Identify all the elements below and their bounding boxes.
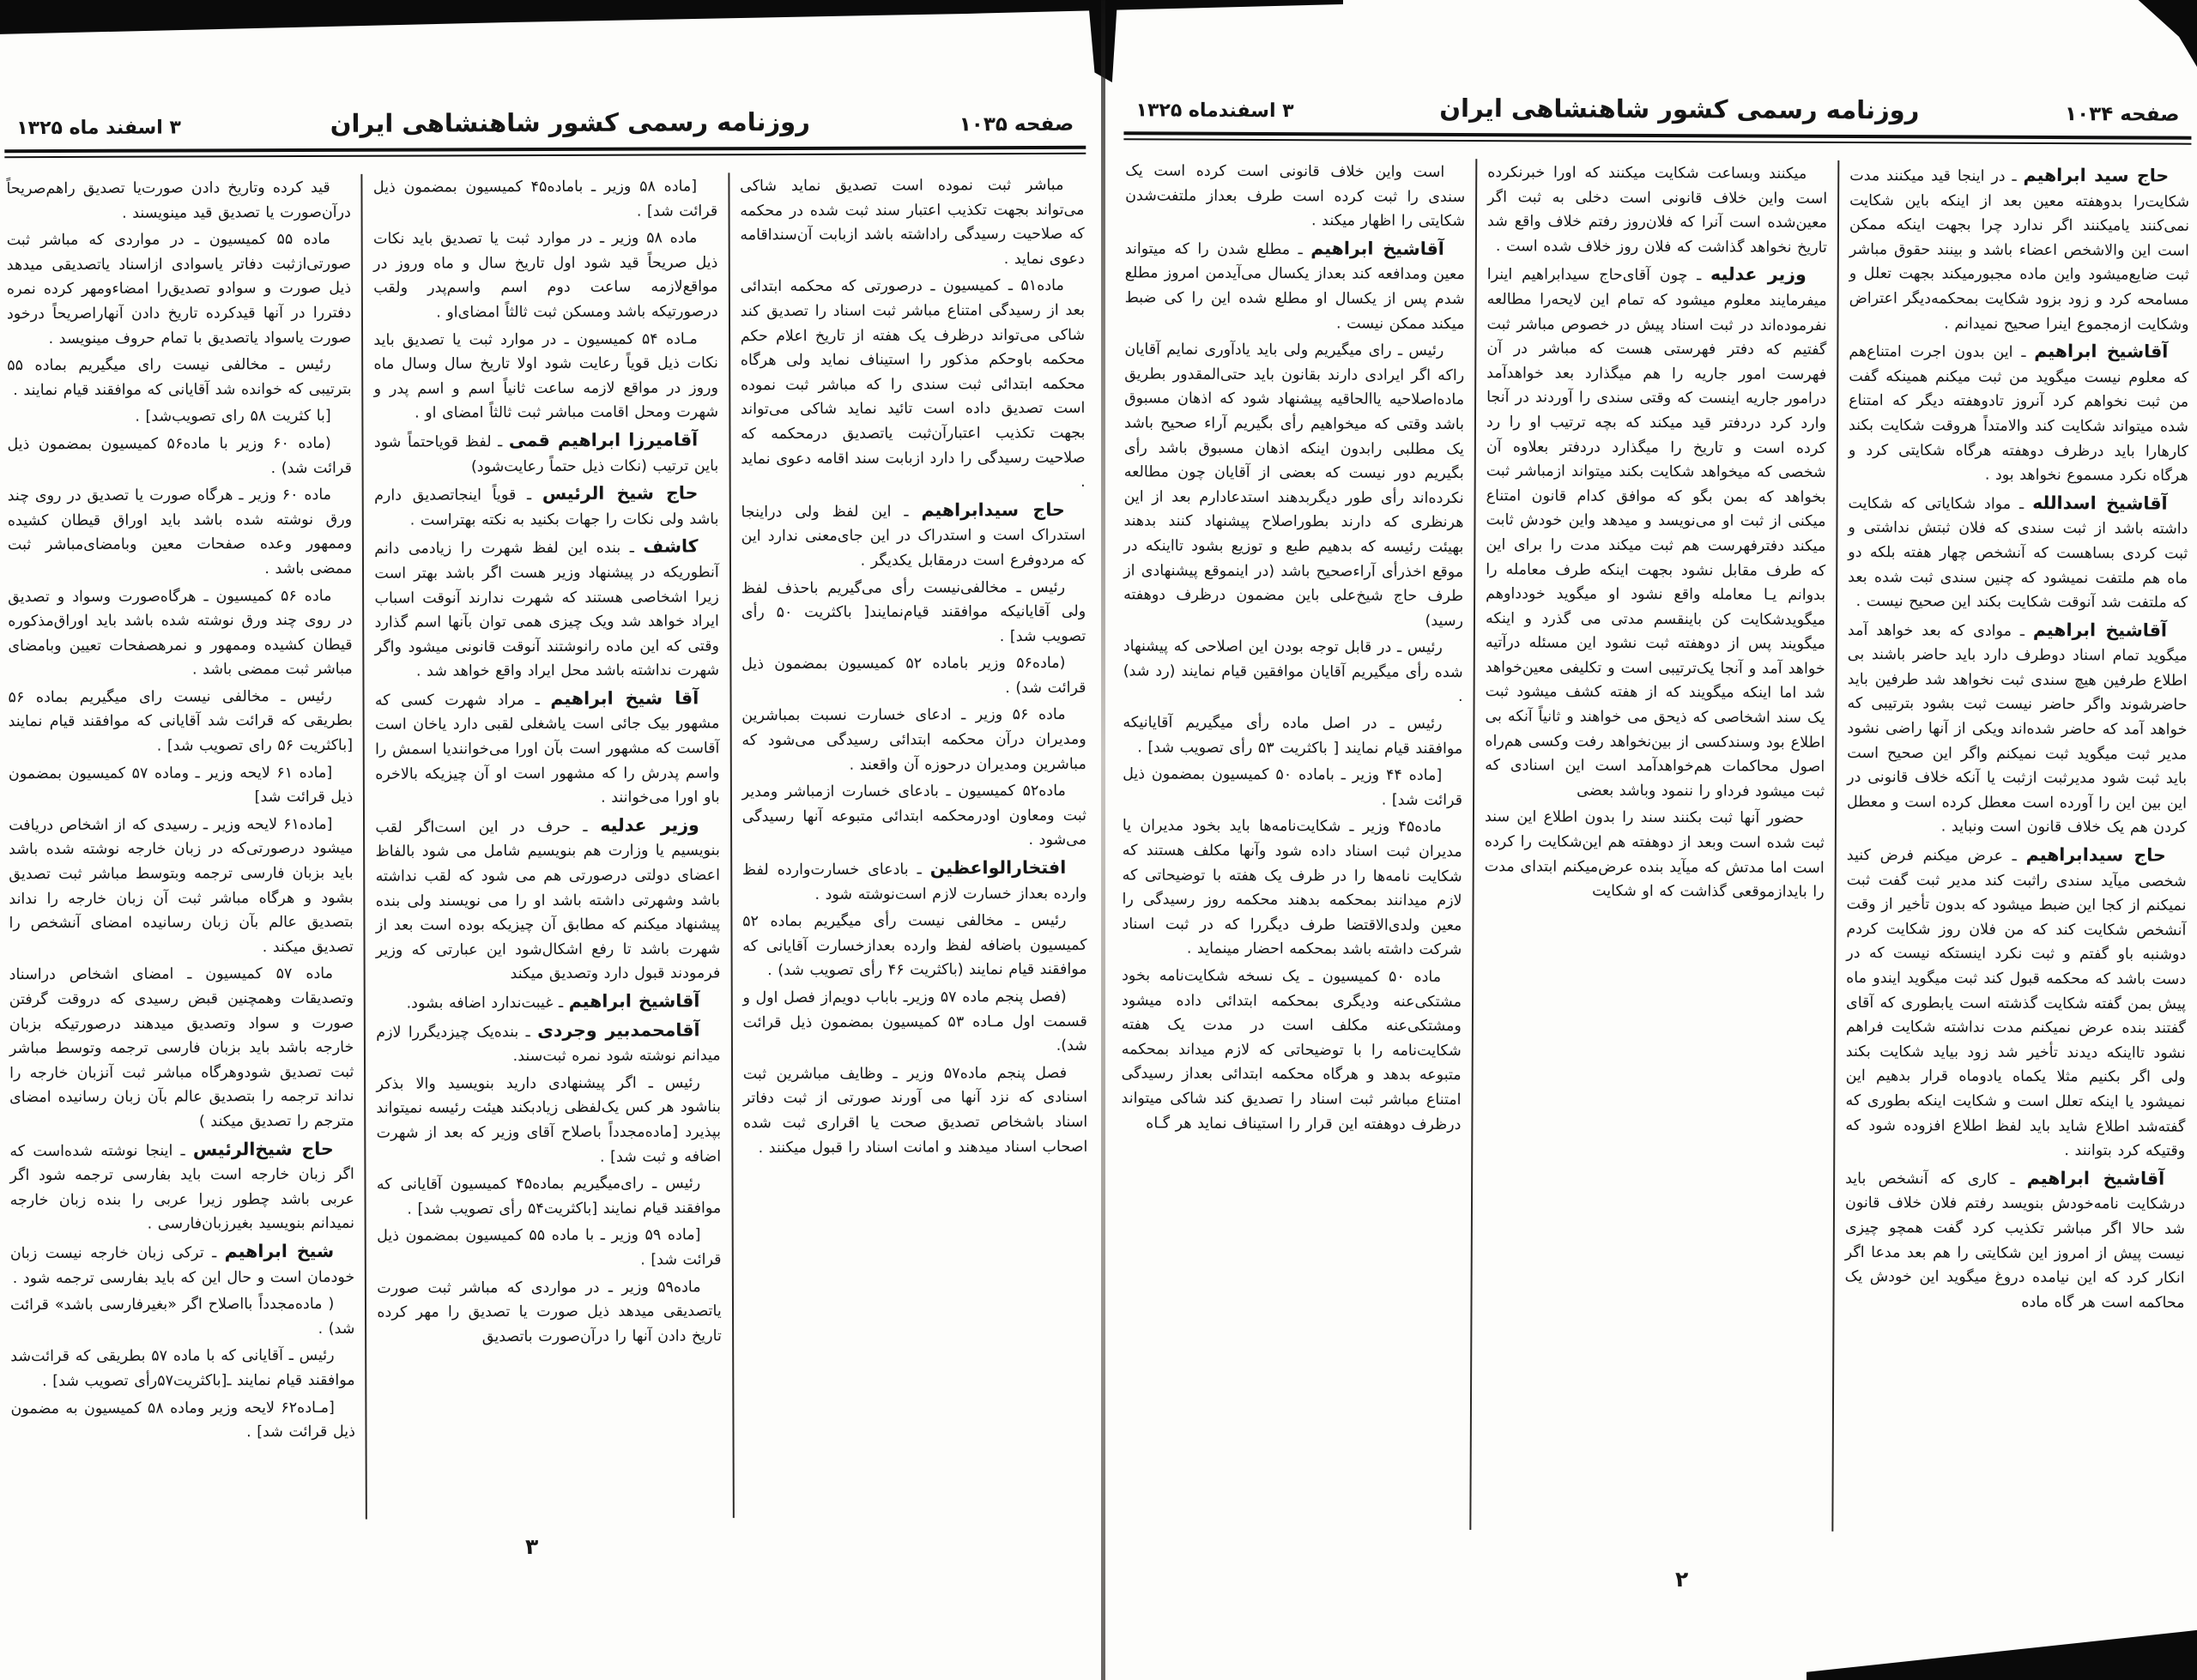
- speech-paragraph: وزیر عدلیه ـ چون آقای‌حاج سیدابراهیم اینرا میفرمایند معلوم میشود که تمام این لایحه‌را مطالعه نفرموده‌اند در ثبت اسناد پیش در خصوص مباشر ثبت گفتیم که دفتر فهرستی هست که مباشر در آن فهرست امور جاریه را هم میگذارد بعد خواهدآمد درامور جاریه اینست که وقتی سندی را آوردند در آنجا وارد کرد دردفتر قید میکند که بچه ترتیب او را رد کرده است و تاریخ را میگذارد دردفتر بعلاوه آن شخصی که میخواهد شکایت بکند میتواند ازمباشر ثبت بخواهد که بمن بگو که موافق کدام قانون امتناع میکنی از ثبت او می‌نویسد و میدهد واین خودش ثابت میکند دفترفهرست هم ثبت میکند مدت را برای این که طرف مقابل نشود بجهت اینکه طرف معامله را بدوانم یـا معامله واقع نشود او میگوید خودداوهم میگویدشکایت کن باینقسم مدتی می گذرد و اینکه میگویند پس از دوهفته ثبت نشود این مسئله درآتیه خواهد آمد و آنجا یک‌ترتیبی است و تکلیفی معین‌خواهد شد اما اینکه میگویند که از هفته کشف میشود ثبت یک سند اشخاصی که ذیحق می خواهند و ثانیاً آنکه بی اطلاع بود وسندکسی از بین‌نخواهد رفت وکسی هم‌راه اصول محاکمات هم‌خواهدآمد است این اسنادی که ثبت میشود فرداو را ننمود وباشد بعضی: [1485, 263, 1827, 801]
- gazette-page-1034: [1117, 92, 2191, 1532]
- body-paragraph: ماده۴۵ وزیر ـ شکایت‌نامه‌ها باید بخود مدیران یا مدیران ثبت اسناد داده شود وآنها مکلف هستند که شکایت نامه‌ها را در ظرف یک هفته با توضیحاتی که لازم میدانند بمحکمه بدهند محکمه روز رسیدگی را معین ولدی‌الاقتضا طرف دیگررا که در ثبت اسناد شرکت داشته باشد بمحکمه احضار مینماید .: [1122, 817, 1462, 959]
- masthead: [4, 106, 1086, 149]
- body-paragraph: میکنند وبساعت شکایت میکنند که اورا خبرنکرده است واین خلاف قانونی است دخلی به ثبت اگر معین‌شده است آنرا که فلان‌روز رفتم خلاف واقع شد تاریخ نخواهد گذاشت که فلان روز خلاف شده است .: [1486, 164, 1828, 257]
- body-paragraph: (ماده ۶۰ وزیر با ماده۵۶ کمیسیون بمضمون ذیل قرائت شد) .: [7, 434, 352, 477]
- body-paragraph: [با کثریت ۵۸ رای تصویب‌شد] .: [135, 408, 331, 426]
- speaker-name: آقامحمدبیر وجردی: [536, 1018, 700, 1041]
- body-paragraph: ماده ۵۸ وزیر ـ در موارد ثبت یا تصدیق باید نکات ذیل صریحاً قید شود اول تاریخ سال و ماه وروز در مواقع‌لازمه ساعت دوم اسم واسم‌پدر ولقب درصورتیکه باشد ومسکن ثبت ثالثاً امضای‌او .: [372, 229, 718, 322]
- body-paragraph: رئیس ـ مخالفی‌نیست رأی می‌گیریم باحذف لفظ ولی آقایانیکه موافقند قیام‌نمایند[ باکثریت ۵۰ رأی تصویب شد] .: [741, 578, 1086, 645]
- body-paragraph: رئیس ـ در قابل توجه بودن این اصلاحی که پیشنهاد شده رأی میگیریم آقایان موافقین قیام نمایند (رد شد) .: [1123, 638, 1463, 706]
- text-column: [738, 172, 1091, 1518]
- speech-paragraph: کاشف ـ بنده این لفظ شهرت را زیادمی دانم آنطوریکه در پیشنهاد وزیر هست اگر باشد بهتر است زیرا اشخاصی هستند که شهرت ندارند آنوقت اسباب ایراد خواهد شد ویک چیزی همی توان بآنها اسم گذارد وقتی که این ماده رانوشتند آنوقت قانونی میشود واگر شهرت نداشته باشد محل ایراد واقع خواهد شد .: [374, 535, 720, 680]
- body-paragraph: رئیس ـ مخالفی نیست رأی میگیریم بماده ۵۲ کمیسیون باضافه لفظ وارده بعدازخسارت آقایانی که موافقند قیام نمایند (باکثریت ۴۶ رأی تصویب شد) .: [742, 912, 1087, 980]
- speech-paragraph: حاج سیدابراهیم ـ عرض میکنم فرض کنید شخصی میآید سندی راثبت کند مدیر ثبت گفت ثبت نمیکنم از کجا این ضبط میشود که بدون تأخیر از وقت آنشخص شکایت کند که من فلان روز شکایت کردم دوشنبه باو گفتم و ثبت نکرد اینستکه نیست که در دست باشد که محکمه قبول کند ثبت میگوید ایندو ماه پیش بمن گفته شکایت گذشته است یابطوری که آقای گفتند بنده عرض نمیکنم مدت نداشته شکایت فراهم نشود تااینکه دیدند تأخیر شد زود بیاید شکایت بکند ولی اگر بکنیم مثلا یکماه یادوماه قرار بدهیم این نمیشود یا اینکه تعلل است و شکایت اینکه بطوری که گفته‌شد اطلاع شاید باید لفظ اطلاع افزوده شود که وقتیکه کرد بتوانند .: [1845, 843, 2187, 1160]
- body-paragraph: ماده ۵۰ کمیسیون ـ یک نسخه شکایت‌نامه بخود مشتکی‌عنه ودیگری بمحکمه ابتدائی داده میشود ومشتکی‌عنه مکلف است در مدت یک هفته شکایت‌نامه را با توضیحاتی که لازم میداند بمحکمه متبوعه بدهد و هرگاه محکمه ابتدائی بعداز رسیدگی امتناع مباشر ثبت اسناد را تصدیق کند شاکی میتواند درظرف دوهفته این قرار را استیناف نماید هر گـاه: [1121, 967, 1462, 1133]
- issue-date: ۳ اسفند ماه ۱۳۲۵: [16, 117, 181, 140]
- body-paragraph: است واین خلاف قانونی است کرده است یک سندی را ثبت کرده است طرف بعداز ملتفت‌شدن شکایتی را اظهار میکند .: [1125, 162, 1466, 231]
- text-column: [372, 172, 724, 1519]
- body-paragraph: ماده۵۱ ـ کمیسیون ـ درصورتی که محکمه ابتدائی بعد از رسیدگی امتناع مباشر ثبت اسناد را تصدیق کند شاکی می‌تواند درظرف یک هفته از تاریخ اعلام حکم محکمه باوحکم مذکور را استیناف نماید ولی هرگاه محکمه ابتدائی ثبت سندی را که مباشر ثبت نموده است تصدیق داده است تائید نماید شاکی می‌تواند بجهت تکذیب اعتبارآن‌ثبت یاتصدیق درمحکمه که صلاحیت رسیدگی را دارد ازبابت سند اقامه دعوی نماید .: [740, 277, 1086, 491]
- speaker-name: افتخارالواعظین: [929, 856, 1067, 879]
- page-fold-shadow: [1101, 0, 1105, 1680]
- gazette-page-1035: [4, 106, 1091, 1520]
- text-column: [1842, 160, 2191, 1533]
- body-paragraph: ماده۵۹ وزیر ـ در مواردی که مباشر ثبت صورت یاتصدیقی میدهد ذیل صورت یا تصدیق را مهر کرده تاریخ دادن آنها را درآن‌صورت باتصدیق: [377, 1278, 722, 1345]
- body-paragraph: رئیس ـ رای میگیریم ولی باید یادآوری نمایم آقایان راکه اگر ایرادی دارند بقانون باید حتی‌المقدور بطریق ماده‌اصلاحیه یاالحاقیه پیشنهاد شود که اذهان مسبوق باشد وقتی که میخواهیم رأی بگیریم آراء صحیح باشد یک مطلبی رابدون اینکه اذهان مسبوق باشد رأی بگیریم دور نیست که بعضی از آقایان چون مطالعه نکرده‌اند رأی طور دیگربدهند استدعادارم بعد از این هرنظری که دارند بطوراصلاح پیشنهاد کنند بدهند بهیئت رئیسه که بدهیم طبع و توزیع بشود تااینکه در موقع اخذرأی آراءصحیح باشد (در اینموقع پیشنهادی از طرف حاج شیخ‌علی باین مضمون درظرف دوهفته رسید): [1123, 341, 1465, 630]
- body-paragraph: قید کرده وتاریخ دادن صورت‌یا تصدیق راهم‌صریحاً درآن‌صورت یا تصدیق قید مینویسند .: [6, 178, 351, 222]
- body-paragraph: ماده ۵۶ وزیر ـ ادعای خسارت نسبت بمباشرین ومدیران درآن محکمه ابتدائی رسیدگی می‌شود که مباشرین ومدیران درحوزه آن واقعند .: [741, 706, 1086, 774]
- body-paragraph: رئیس ـ رای‌میگیریم بماده۴۵ کمیسیون آقایانی که موافقند قیام نمایند [باکثریت۵۴ رأی تصویب شد] .: [376, 1175, 722, 1218]
- speaker-name: کاشف: [643, 535, 699, 557]
- speaker-name: آقاشیخ ابراهیم: [568, 990, 700, 1012]
- body-paragraph: رئیس ـ مخالفی نیست رای میگیریم بماده ۵۶ بطریقی که قرائت شد آقایانی که موافقند قیام نمایند [باکثریت ۵۶ رای تصویب شد] .: [8, 687, 354, 755]
- speech-paragraph: آقاشیخ ابراهیم ـ این بدون اجرت امتناع‌هم که معلوم نیست میگوید من ثبت میکنم همینکه گفت من ثبت نخواهم کرد آنروز تادوهفته دیگر که امتناع شده میتواند شکایت کند والامتداً هروقت شکایت بکند کارهارا باید درظرف دوهفته هرگاه شکایتی کرد و هرگاه نکرد مسموع نخواهد بود .: [1848, 341, 2189, 485]
- body-paragraph: [ماده۶۱ لایحه وزیر ـ رسیدی که از اشخاص دریافت میشود درصورتی‌که در زبان خارجه نوشته شده باشد باید بزبان فارسی ترجمه وبتوسط مباشر ثبت تصدیق بشود و هرگاه مباشر ثبت آن زبان خارجه را نداند بتصدیق عالم بآن زبان رسانیده امضای آنشخص را تصدیق میکند .: [9, 815, 354, 956]
- body-paragraph: ماده ۶۰ وزیر ـ هرگاه صورت یا تصدیق در روی چند ورق نوشته شده باشد باید اوراق قیطان کشیده وممهور وعده صفحات معین وبامضای‌مباشر ثبت ممضی باشد .: [7, 486, 353, 578]
- speech-paragraph: حاج سیدابراهیم ـ این لفظ ولی دراینجا استدراک است و استدراک در این جای‌معنی ندارد این که مردوفرع است درمقابل یکدیگر .: [741, 499, 1086, 570]
- body-paragraph: [ماده ۶۱ لایحه وزیر ـ وماده ۵۷ کمیسیون بمضمون ذیل قرائت شد]: [8, 764, 354, 807]
- body-paragraph: فصل پنجم ماده۵۷ وزیر ـ وظایف مباشرین ثبت اسنادی که نزد آنها می آورند صورتی از ثبت دفاتر اسناد باشخاص تصدیق صحت یا اقراری ثبت شده اصحاب اسناد میدهند و امانت اسناد را قبول میکنند .: [742, 1064, 1088, 1157]
- scan-artifact-top-right-corner: [2115, 0, 2197, 67]
- folio-number: ۳: [525, 1534, 539, 1559]
- body-paragraph: ماده ۵۶ کمیسیون ـ هرگاه‌صورت وسواد و تصدیق در روی چند ورق نوشته شده باشد باید اوراق‌مذکوره قیطان کشیده وممهور و نمرهصفحات تعیین وبامضای مباشر ثبت ممضی باشد .: [8, 587, 353, 679]
- masthead: [1123, 92, 2191, 136]
- folio-number: ۲: [1675, 1567, 1689, 1592]
- speaker-name: حاج شیخ‌الرئیس: [192, 1138, 334, 1160]
- speaker-name: وزیر عدلیه: [600, 814, 699, 836]
- body-paragraph: رئیس ـ در اصل ماده رأی میگیریم آقایانیکه موافقند قیام نمایند [ باکثریت ۵۳ رأی تصویب شد] .: [1123, 714, 1463, 758]
- speech-paragraph: حاج سید ابراهیم ـ در اینجا قید میکنند مدت شکایت‌را بدوهفته معین بعد از اینکه باین شکایت نمی‌کنند یامیکنند اگر ندارد چرا بجهت اینکه ممکن است این والاشخص اعضاء باشد و بینند حقوق مباشر ثبت ضایع‌میشود واین ماده مجبورمیکند بجهت تعلل و مسامحه کرد و زود بزود شکایت بمحکمه‌دیگر اعتراض وشکایت ازمجموع اینرا صحیح نمیدانم .: [1849, 164, 2190, 334]
- speaker-name: حاج سیدابراهیم: [921, 499, 1065, 521]
- speech-paragraph: آقامحمدبیر وجردی ـ بنده‌یک چیزدیگررا لازم میدانم نوشته شود نمره ثبت‌سند.: [376, 1018, 721, 1066]
- speaker-name: شیخ ابراهیم: [224, 1240, 335, 1262]
- speech-paragraph: آقاشیخ اسدالله ـ مواد شکایاتی که شکایت داشته باشد از ثبت سندی که فلان ثبتش نداشتی و ثبت کردی بساهست که آنشخص چهار هفته بلکه دو ماه هم ملتفت نمیشود که چنین سندی ثبت شده بعد که ملتفت شد آنوقت شکایت بکند این صحیح نیست .: [1848, 492, 2188, 612]
- column-rule: [1831, 160, 1839, 1532]
- column-rule: [728, 172, 734, 1518]
- newspaper-title: روزنامه رسمی کشور شاهنشاهی ایران: [330, 106, 810, 138]
- text-columns: [4, 172, 1090, 1520]
- scan-artifact-top-edge: [0, 0, 1343, 36]
- speech-paragraph: آقاشیخ ابراهیم ـ غیبت‌ندارد اضافه بشود.: [406, 990, 700, 1012]
- page-label: صفحه ۱۰۳۴: [2065, 103, 2180, 126]
- speaker-name: آقاشیخ ابراهیم: [2026, 1167, 2165, 1189]
- scan-artifact-bottom-right-corner: [1807, 1623, 2197, 1680]
- newspaper-title: روزنامه رسمی کشور شاهنشاهی ایران: [1439, 93, 1920, 125]
- text-column: [1117, 157, 1467, 1530]
- speaker-name: آقامیرزا ابراهیم قمی: [508, 429, 699, 451]
- column-rule: [1469, 159, 1477, 1530]
- body-paragraph: رئیس ـ مخالفی نیست رای میگیریم بماده ۵۵ بترتیبی که خوانده شد آقایانی که موافقند قیام نمایند .: [7, 356, 352, 399]
- speaker-name: حاج سید ابراهیم: [2023, 164, 2170, 186]
- page-label: صفحه ۱۰۳۵: [959, 112, 1074, 136]
- speaker-name: آقاشیخ اسدالله: [2032, 492, 2168, 514]
- body-paragraph: رئیس ـ آقایانی که با ماده ۵۷ بطریقی که قرائت‌شد موافقند قیام نمایند ـ[باکثریت۵۷رأی تصویب شد] .: [10, 1347, 355, 1390]
- body-paragraph: (ماده۵۶ وزیر باماده ۵۲ کمیسیون بمضمون ذیل قرائت شد) .: [741, 655, 1086, 698]
- speaker-name: آقا شیخ ابراهیم: [550, 687, 699, 709]
- speech-paragraph: آقاشیخ ابراهیم ـ موادی که بعد خواهد آمد میگوید تمام اسناد دوطرف دارد باید حاضر باشند بی اطلاع طرفین هیچ سندی ثبت نخواهد شد طرفین باید حاضرشوند واگر حاضر نیست ثبت بشود بترتیبی که خواهد آمد که حاضر شده‌اند ویکی از آنها راضی نشود مدیر ثبت میگوید ثبت نمیکنم واگر این صحیح است باید ثبت شود مدیرثبت ازثبت یا آنکه خلاف قانونی در این بین این را آورده است معطل کرده است و معطل کردن هم یک خلاف قانون است ونباید .: [1847, 619, 2188, 837]
- speaker-name: آقاشیخ ابراهیم: [2034, 341, 2169, 362]
- speech-paragraph: آقاشیخ ابراهیم ـ مطلع شدن را که میتواند معین ومدافعه کند بعداز یکسال می‌آیدمن امروز مطلع شدم پس از یکسال او مطلع شده این را کی ضبط میکند ممکن نیست .: [1124, 238, 1465, 333]
- speech-paragraph: حاج شیخ‌الرئیس ـ اینجا نوشته شده‌است که اگر زبان خارجه است باید بفارسی ترجمه شود اگر عربی باشد چطور زیرا عربی را بنده زبان خارجه نمیدانم بنویسید بغیرزبان‌فارسی .: [9, 1138, 355, 1233]
- speech-paragraph: وزیر عدلیه ـ حرف در این است‌اگر لقب بنویسیم یا وزارت هم بنویسیم شامل می شود بالفاظ اعضای دولتی درصورتی هم می شود که لقب نداشته باشد وشهرتی داشته باشد او را می نویسند ولی بنده پیشنهاد میکنم که مطابق آن چیزیکه بوده است بعد از شهرت باشد تا رفع اشکال‌شود این عبارتی که وزیر فرمودند قبول دارد وتصدیق میکند: [375, 814, 721, 983]
- body-paragraph: مباشر ثبت نموده است تصدیق نماید شاکی می‌تواند بجهت تکذیب اعتبار سند ثبت شده در محکمه که صلاحیت رسیدگی راداشته باشد ازبابت آن‌سنداقامه دعوی نماید .: [740, 176, 1085, 268]
- speech-paragraph: آقامیرزا ابراهیم قمی ـ لفظ قویاحتماً شود باین ترتیب (نکات ذیل حتماً رعایت‌شود): [373, 429, 719, 475]
- speaker-name: حاج سیدابراهیم: [2025, 843, 2166, 866]
- body-paragraph: ماده ۵۷ کمیسیون ـ امضای اشخاص دراسناد وتصدیقات وهمچنین قبض رسیدی که دروقت گرفتن صورت و سواد وتصدیق میدهند درصورتیکه بزبان خارجه باشد باید بزبان فارسی ترجمه وتوسط مباشر ثبت تصدیق شودوهرگاه مباشر ثبت آنزبان خارجه را نداند ترجمه را بتصدیق عالم بآن زبان رسانیده امضای مترجم را تصدیق میکند ): [9, 965, 354, 1131]
- speech-paragraph: آقا شیخ ابراهیم ـ مراد شهرت کسی که مشهور بیک جائی است یاشغلی لقبی دارد یاخان است آقاست که مشهور است بآن اورا می‌خوانندیا اسمش را واسم پدرش را که مشهور است او آن چیزیکه بالاخره باو اورا می‌خوانند .: [374, 687, 720, 807]
- body-paragraph: رئیس ـ اگر پیشنهادی دارید بنویسید والا بذکر بناشود هر کس یک‌لفظی زیادبکند هیئت رئیسه نمیتواند بپذیرد [ماده‌مجدداً باصلاح آقای وزیر که بعد از شهرت اضافه و ثبت شد] .: [376, 1074, 722, 1166]
- body-paragraph: ماده ۵۵ کمیسیون ـ در مواردی که مباشر ثبت صورتی‌ازثبت دفاتر یاسوادی ازاسناد یاتصدیقی میدهد ذیل صورت و سوادو تصدیق‌را امضاءومهر کرده نمره دفتررا در آنها قیدکرده تاریخ دادن آنهاراصریحاً درخود صورت یاسواد یاتصدیق با تمام حروف مینویسد .: [6, 231, 352, 347]
- speaker-name: آقاشیخ ابراهیم: [1310, 238, 1444, 259]
- text-columns: [1117, 157, 2191, 1532]
- column-rule: [361, 174, 367, 1520]
- body-paragraph: [ماده ۴۴ وزیر ـ باماده ۵۰ کمیسیون بمضمون ذیل قرائت شد] .: [1123, 765, 1463, 809]
- speech-paragraph: آقاشیخ ابراهیم ـ کاری که آنشخص باید درشکایت نامه‌خودش بنویسد رفتم فلان خلاف قانون شد حالا اگر مباشر تکذیب کرد گفت همچو چیزی نیست پیش از امروز این شکایتی را هم بعد مدعا اگر انکار کرد که این نیامده دروغ میگوید این خودش یک محاکمه است هر گاه ماده: [1844, 1167, 2186, 1312]
- body-paragraph: ( ماده‌مجدداً بااصلاح اگر «بغیرفارسی باشد» قرائت شد) .: [9, 1295, 355, 1338]
- text-column: [4, 174, 357, 1520]
- speech-paragraph: حاج شیخ الرئیس ـ قویاً اینجاتصدیق دارم باشد ولی نکات را جهات بکنید به نکته بهتراست .: [374, 482, 719, 529]
- speaker-name: حاج شیخ الرئیس: [542, 482, 699, 505]
- speaker-name: وزیر عدلیه: [1710, 263, 1807, 286]
- body-paragraph: [مـاده۶۲ لایحه وزیر وماده ۵۸ کمیسیون به مضمون ذیل قرائت شد] .: [10, 1399, 355, 1441]
- body-paragraph: [ماده ۵۹ وزیر ـ با ماده ۵۵ کمیسیون بمضمون ذیل قرائت شد] .: [377, 1226, 722, 1269]
- body-paragraph: (فصل پنجم ماده ۵۷ وزیرـ باباب دویم‌از فصل اول و قسمت اول مـاده ۵۳ کمیسیون بمضمون ذیل قرائت شد).: [742, 988, 1087, 1055]
- speaker-name: آقاشیخ ابراهیم: [2032, 619, 2168, 641]
- body-paragraph: ماده۵۲ کمیسیون ـ بادعای خسارت ازمباشر ومدیر ثبت ومعاون اودرمحکمه ابتدائی متبوعه آنها رسیدگی می‌شود .: [741, 783, 1087, 849]
- body-paragraph: مـاده ۵۴ کمیسیون ـ در موارد ثبت یا تصدیق باید نکات ذیل قویاً رعایت شود اولا تاریخ سال وسال ماه وروز در مواقع لازمه ساعت ثانیاً اسم و اسم پدر و شهرت ومحل اقامت مباشر ثبت ثالثاً امضای او .: [373, 329, 719, 422]
- body-paragraph: حضور آنها ثبت بکنند سند را بدون اطلاع این سند ثبت شده است وبعد از دوهفته هم این‌شکایت را کرده است اما مدتش که میآید بنده عرض‌میکنم ابتدای مدت را بایدازموقعی گذاشت که او شکایت: [1484, 808, 1825, 902]
- speech-paragraph: شیخ ابراهیم ـ ترکی زبان خارجه نیست زبان خودمان است و حال این که باید بفارسی ترجمه شود .: [9, 1240, 355, 1287]
- text-column: [1480, 159, 1829, 1532]
- body-paragraph: [ماده ۵۸ وزیر ـ باماده۴۵ کمیسیون بمضمون ذیل قرائت شد] .: [372, 178, 718, 221]
- speech-paragraph: افتخارالواعظین ـ بادعای خسارت‌وارده لفظ وارده بعداز خسارت لازم است‌نوشته شود .: [741, 856, 1087, 903]
- issue-date: ۳ اسفندماه ۱۳۲۵: [1135, 100, 1294, 123]
